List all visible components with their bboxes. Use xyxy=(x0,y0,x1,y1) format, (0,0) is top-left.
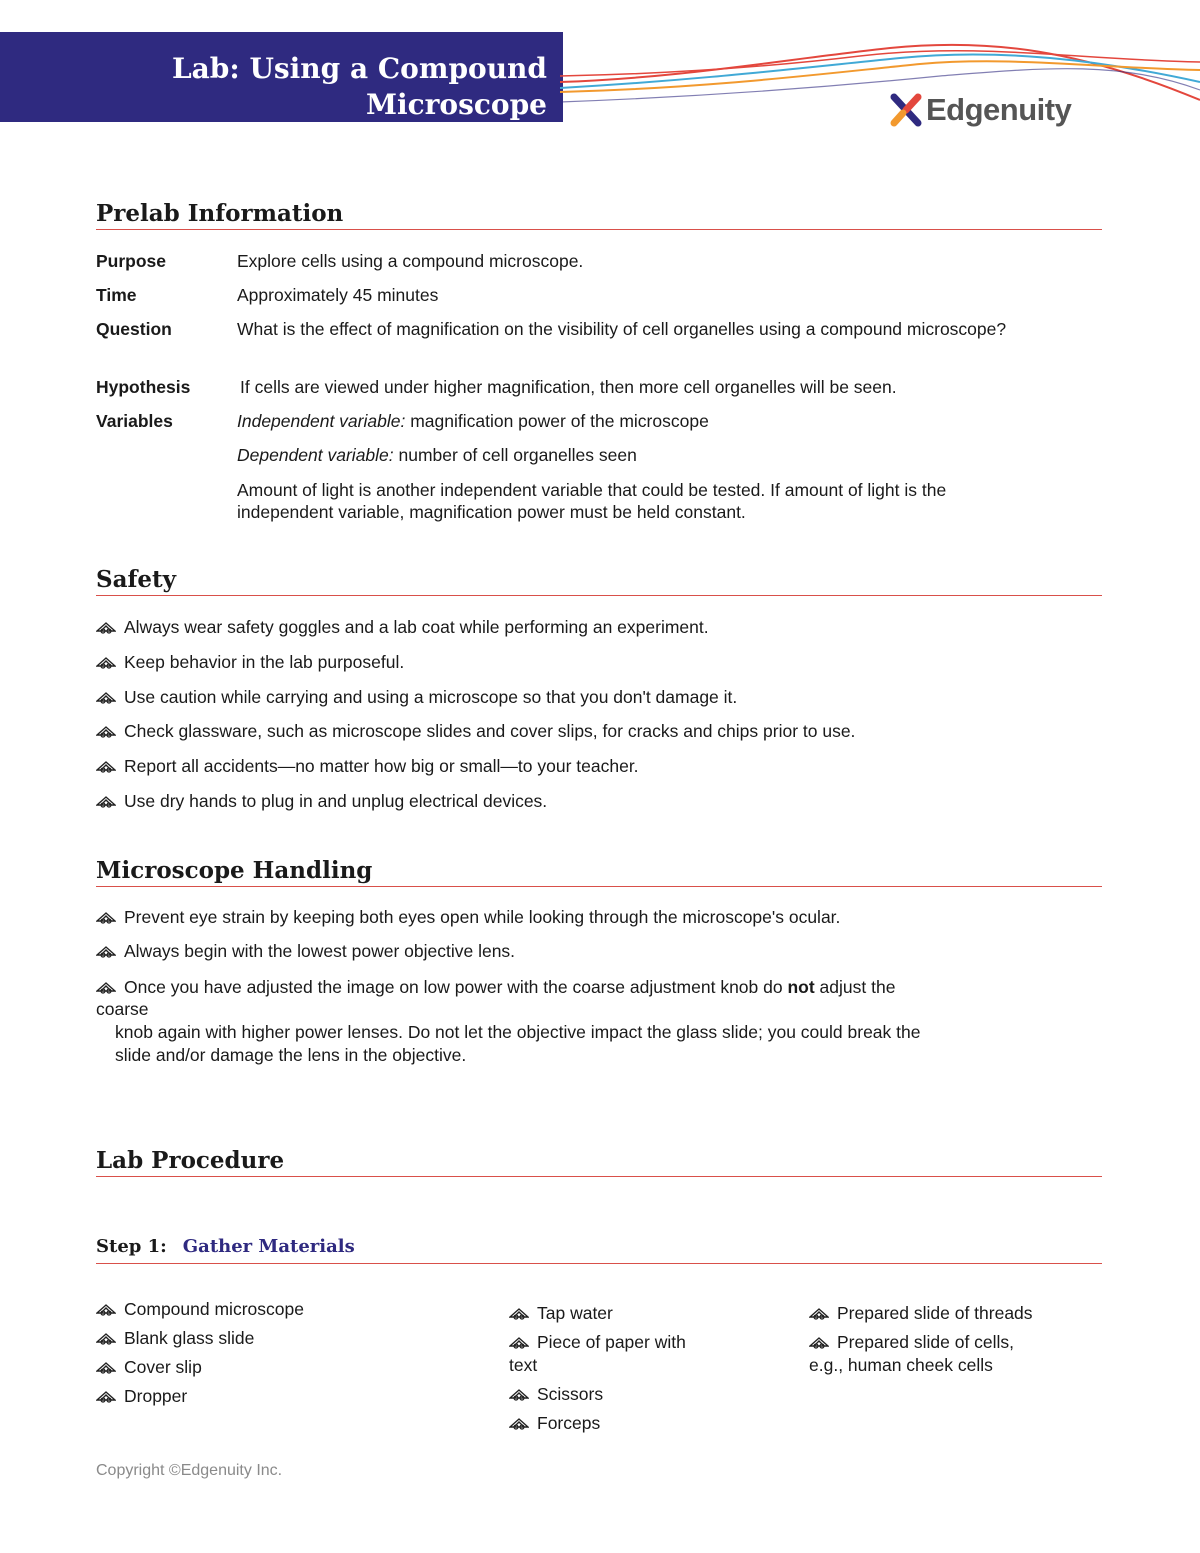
material-item xyxy=(509,1302,749,1325)
materials-column-2 xyxy=(509,1302,749,1441)
title-banner xyxy=(0,32,563,155)
material-text: Compound microscope xyxy=(124,1299,304,1319)
handling-text: adjust the xyxy=(814,977,896,997)
material-text: Piece of paper with xyxy=(537,1332,686,1352)
independent-variable xyxy=(237,410,1057,432)
goggles-icon xyxy=(96,910,116,924)
page-title: Lab: Using a Compound Microscope xyxy=(171,52,547,121)
safety-text: Always wear safety goggles and a lab coat while performing an experiment. xyxy=(124,617,709,637)
goggles-icon xyxy=(509,1335,529,1349)
time-label: Time xyxy=(96,285,137,305)
goggles-icon xyxy=(96,620,116,634)
material-item xyxy=(96,1356,456,1379)
goggles-icon xyxy=(96,980,116,994)
safety-item xyxy=(96,755,1056,777)
material-text: Scissors xyxy=(537,1384,604,1404)
goggles-icon xyxy=(96,1389,116,1403)
dependent-variable xyxy=(237,444,1057,466)
material-item xyxy=(509,1412,749,1435)
material-text: Dropper xyxy=(124,1386,188,1406)
dependent-text: number of cell organelles seen xyxy=(393,445,637,465)
goggles-icon xyxy=(96,1331,116,1345)
purpose-label: Purpose xyxy=(96,251,167,271)
independent-prefix: Independent variable: xyxy=(237,411,406,431)
goggles-icon xyxy=(509,1306,529,1320)
material-text: Forceps xyxy=(537,1413,601,1433)
step-title: Gather Materials xyxy=(182,1236,355,1257)
copyright: Copyright ©Edgenuity Inc. xyxy=(96,1462,283,1479)
independent-text: magnification power of the microscope xyxy=(405,411,709,431)
goggles-icon xyxy=(96,1302,116,1316)
goggles-icon xyxy=(509,1416,529,1430)
goggles-icon xyxy=(96,724,116,738)
material-item xyxy=(96,1327,456,1350)
safety-item xyxy=(96,790,1056,812)
handling-heading: Microscope Handling xyxy=(96,857,1102,887)
handling-text: Always begin with the lowest power objective lens. xyxy=(124,941,516,961)
page-subtitle: Student Guide xyxy=(336,125,547,155)
dependent-prefix: Dependent variable: xyxy=(237,445,394,465)
emphasis-not: not xyxy=(787,977,815,997)
goggles-icon xyxy=(96,655,116,669)
safety-item xyxy=(96,720,1056,742)
procedure-heading: Lab Procedure xyxy=(96,1147,1102,1177)
goggles-icon xyxy=(96,944,116,958)
step-1-heading xyxy=(96,1236,1102,1264)
material-text: Prepared slide of cells, xyxy=(837,1332,1015,1352)
variables-note: Amount of light is another independent variable that could be tested. If amount of light is the independent variable, magnification power must be held constant. xyxy=(237,480,947,522)
safety-heading: Safety xyxy=(96,566,1102,596)
goggles-icon xyxy=(809,1335,829,1349)
handling-text: Prevent eye strain by keeping both eyes open while looking through the microscope's ocular. xyxy=(124,907,841,927)
handling-continuation: slide and/or damage the lens in the objective. xyxy=(115,1045,467,1065)
handling-item xyxy=(96,906,1056,928)
material-text: Tap water xyxy=(537,1303,613,1323)
material-item xyxy=(509,1331,749,1377)
safety-item xyxy=(96,686,1056,708)
goggles-icon xyxy=(509,1387,529,1401)
material-item xyxy=(809,1331,1089,1377)
material-text: e.g., human cheek cells xyxy=(809,1355,993,1375)
safety-text: Report all accidents—no matter how big or small—to your teacher. xyxy=(124,756,639,776)
purpose-value: Explore cells using a compound microscope. xyxy=(237,251,584,271)
material-text: Blank glass slide xyxy=(124,1328,255,1348)
goggles-icon xyxy=(96,690,116,704)
handling-item xyxy=(96,940,1056,962)
brand-name: Edgenuity xyxy=(926,92,1072,127)
materials-column-1 xyxy=(96,1298,456,1414)
variables-label: Variables xyxy=(96,411,173,431)
edgenuity-logo xyxy=(890,90,1071,130)
edgenuity-x-icon xyxy=(890,93,922,127)
safety-text: Use caution while carrying and using a microscope so that you don't damage it. xyxy=(124,687,738,707)
safety-item xyxy=(96,616,1056,638)
safety-item xyxy=(96,651,1056,673)
material-item xyxy=(509,1383,749,1406)
material-item xyxy=(96,1385,456,1408)
material-text: Cover slip xyxy=(124,1357,202,1377)
step-number: Step 1: xyxy=(96,1236,167,1257)
materials-column-3 xyxy=(809,1302,1089,1383)
prelab-heading: Prelab Information xyxy=(96,200,1102,230)
question-label: Question xyxy=(96,319,172,339)
handling-text: Once you have adjusted the image on low power with the coarse adjustment knob do xyxy=(124,977,788,997)
hypothesis-label: Hypothesis xyxy=(96,377,191,397)
safety-text: Check glassware, such as microscope slides and cover slips, for cracks and chips prior to use. xyxy=(124,721,856,741)
question-value: What is the effect of magnification on the visibility of cell organelles using a compound microscope? xyxy=(237,319,1007,339)
safety-text: Keep behavior in the lab purposeful. xyxy=(124,652,405,672)
material-item xyxy=(809,1302,1089,1325)
safety-text: Use dry hands to plug in and unplug electrical devices. xyxy=(124,791,548,811)
material-item xyxy=(96,1298,456,1321)
handling-continuation: coarse xyxy=(96,999,149,1019)
material-text: Prepared slide of threads xyxy=(837,1303,1033,1323)
hypothesis-value: If cells are viewed under higher magnification, then more cell organelles will be seen. xyxy=(240,377,897,397)
decorative-waves xyxy=(560,30,1200,120)
time-value: Approximately 45 minutes xyxy=(237,285,439,305)
handling-item xyxy=(96,976,1056,998)
goggles-icon xyxy=(96,759,116,773)
goggles-icon xyxy=(809,1306,829,1320)
material-text: text xyxy=(509,1355,538,1375)
handling-continuation: knob again with higher power lenses. Do not let the objective impact the glass slide; you could break the xyxy=(115,1022,921,1042)
goggles-icon xyxy=(96,794,116,808)
goggles-icon xyxy=(96,1360,116,1374)
